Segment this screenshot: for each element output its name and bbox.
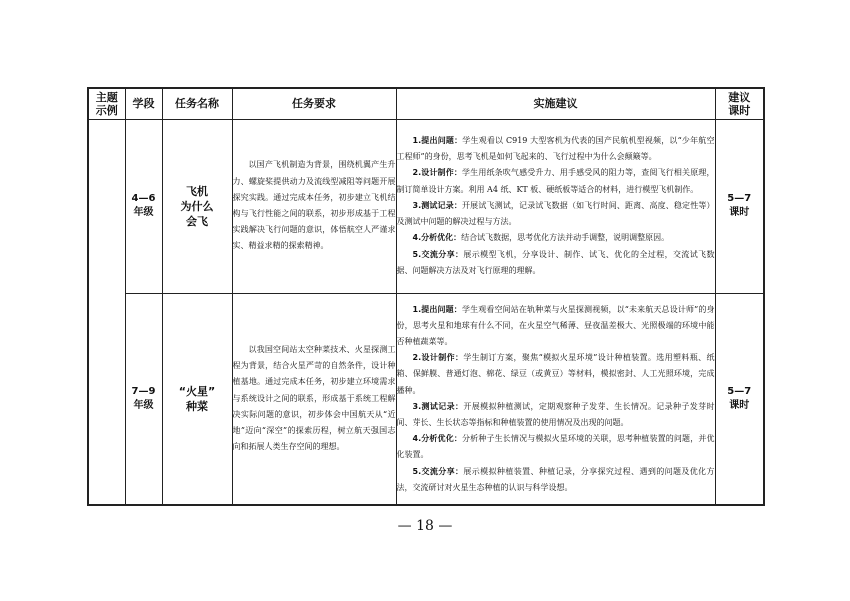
requirement-text: 以我国空间站太空种菜技术、火星探测工程为背景，结合火星严苛的自然条件，设计种植基地。通过完成本任务，初步建立环境需求与系统设计之间的联系，形成基于系统工程解决实际问题的意识，初步体会中国航天从“近地”迈向“深空”的探索历程，树立航天强国志向和拓展人类生存空间的理想。	[232, 345, 396, 452]
requirement-text: 以国产飞机制造为背景，围绕机翼产生升力、螺旋桨提供动力及流线型减阻等问题开展探究实践。通过完成本任务，初步建立飞机结构与飞行性能之间的联系，初步形成基于工程实践解决飞行问题的意识，体悟航空人严谨求实、精益求精的探索精神。	[232, 160, 396, 251]
table-header-row	[88, 88, 764, 119]
step-label: 5.交流分享：	[412, 466, 464, 476]
step-label: 2.设计制作：	[412, 353, 464, 363]
header-stage: 学段	[125, 88, 162, 119]
step-text: 分析种子生长情况与模拟火星环境的关联，思考种植装置的问题，并优化装置。	[396, 434, 715, 460]
step-text: 学生观看以 C919 大型客机为代表的国产民航机型视频，以“少年航空工程师”的身份，思考飞机是如何飞起来的、飞行过程中为什么会颠簸等。	[396, 136, 715, 162]
suggestion-step	[397, 464, 715, 496]
task-table	[87, 87, 765, 506]
page-number: — 18 —	[397, 518, 453, 534]
step-text: 学生观看空间站在轨种菜与火星探测视频，以“未来航天总设计师”的身份，思考火星和地球有什么不同，在火星空气稀薄、昼夜温差极大、光照极端的环境中能否种植蔬菜等。	[396, 304, 715, 346]
suggestion-step	[397, 165, 715, 197]
suggestion-step	[397, 399, 715, 431]
task-requirement-cell	[232, 119, 396, 293]
table-row	[88, 293, 764, 505]
step-text: 学生制订方案，聚焦“模拟火星环境”设计种植装置。选用塑料瓶、纸箱、保鲜膜、普通灯泡、棉花、绿豆（或黄豆）等材料，模拟密封、人工光照环境，完成播种。	[396, 353, 715, 395]
task-requirement-cell	[232, 293, 396, 505]
suggestion-step	[397, 302, 715, 351]
step-label: 1.提出问题：	[412, 304, 462, 314]
suggestion-step	[397, 198, 715, 230]
step-label: 3.测试记录：	[412, 401, 464, 411]
step-text: 结合试飞数据，思考优化方法并动手调整，说明调整原因。	[461, 233, 670, 243]
step-label: 2.设计制作：	[412, 168, 463, 178]
hours-cell: 5—7 课时	[715, 119, 764, 293]
task-name-cell: “火星” 种菜	[162, 293, 232, 505]
hours-cell: 5—7 课时	[715, 293, 764, 505]
suggestion-step	[397, 350, 715, 399]
theme-cell	[88, 119, 125, 505]
stage-cell: 4—6 年级	[125, 119, 162, 293]
step-text: 学生用纸条吹气感受升力、用手感受风的阻力等，查阅飞行相关原理，制订简单设计方案。利用 A4 纸、KT 板、硬纸板等适合的材料，进行模型飞机制作。	[396, 168, 715, 194]
header-suggestion: 实施建议	[396, 88, 715, 119]
step-label: 3.测试记录：	[412, 200, 463, 210]
step-text: 展示模型飞机，分享设计、制作、试飞、优化的全过程，交流试飞数据、问题解决方法及对飞行原理的理解。	[396, 249, 715, 275]
step-text: 展示模拟种植装置、种植记录，分享探究过程、遇到的问题及优化方法，交流研讨对火星生态种植的认识与科学设想。	[396, 466, 715, 492]
suggestion-step	[397, 247, 715, 279]
suggestion-cell	[396, 119, 715, 293]
suggestion-cell	[396, 293, 715, 505]
header-hours: 建议 课时	[715, 88, 764, 119]
stage-cell: 7—9 年级	[125, 293, 162, 505]
task-name-cell: 飞机 为什么 会飞	[162, 119, 232, 293]
suggestion-step	[397, 431, 715, 463]
table-row	[88, 119, 764, 293]
suggestion-step	[397, 133, 715, 165]
header-theme: 主题 示例	[88, 88, 125, 119]
header-task-name: 任务名称	[162, 88, 232, 119]
step-label: 4.分析优化：	[412, 233, 462, 243]
header-task-requirement: 任务要求	[232, 88, 396, 119]
suggestion-step	[397, 230, 715, 246]
step-label: 1.提出问题：	[412, 136, 463, 146]
step-label: 5.交流分享：	[412, 249, 464, 259]
step-label: 4.分析优化：	[412, 434, 463, 444]
step-text: 开展模拟种植测试，定期观察种子发芽、生长情况。记录种子发芽时间、芽长、生长状态等指标和种植装置的使用情况及出现的问题。	[396, 401, 715, 427]
step-text: 开展试飞测试，记录试飞数据（如飞行时间、距离、高度、稳定性等）及测试中问题的解决过程与方法。	[396, 200, 715, 227]
